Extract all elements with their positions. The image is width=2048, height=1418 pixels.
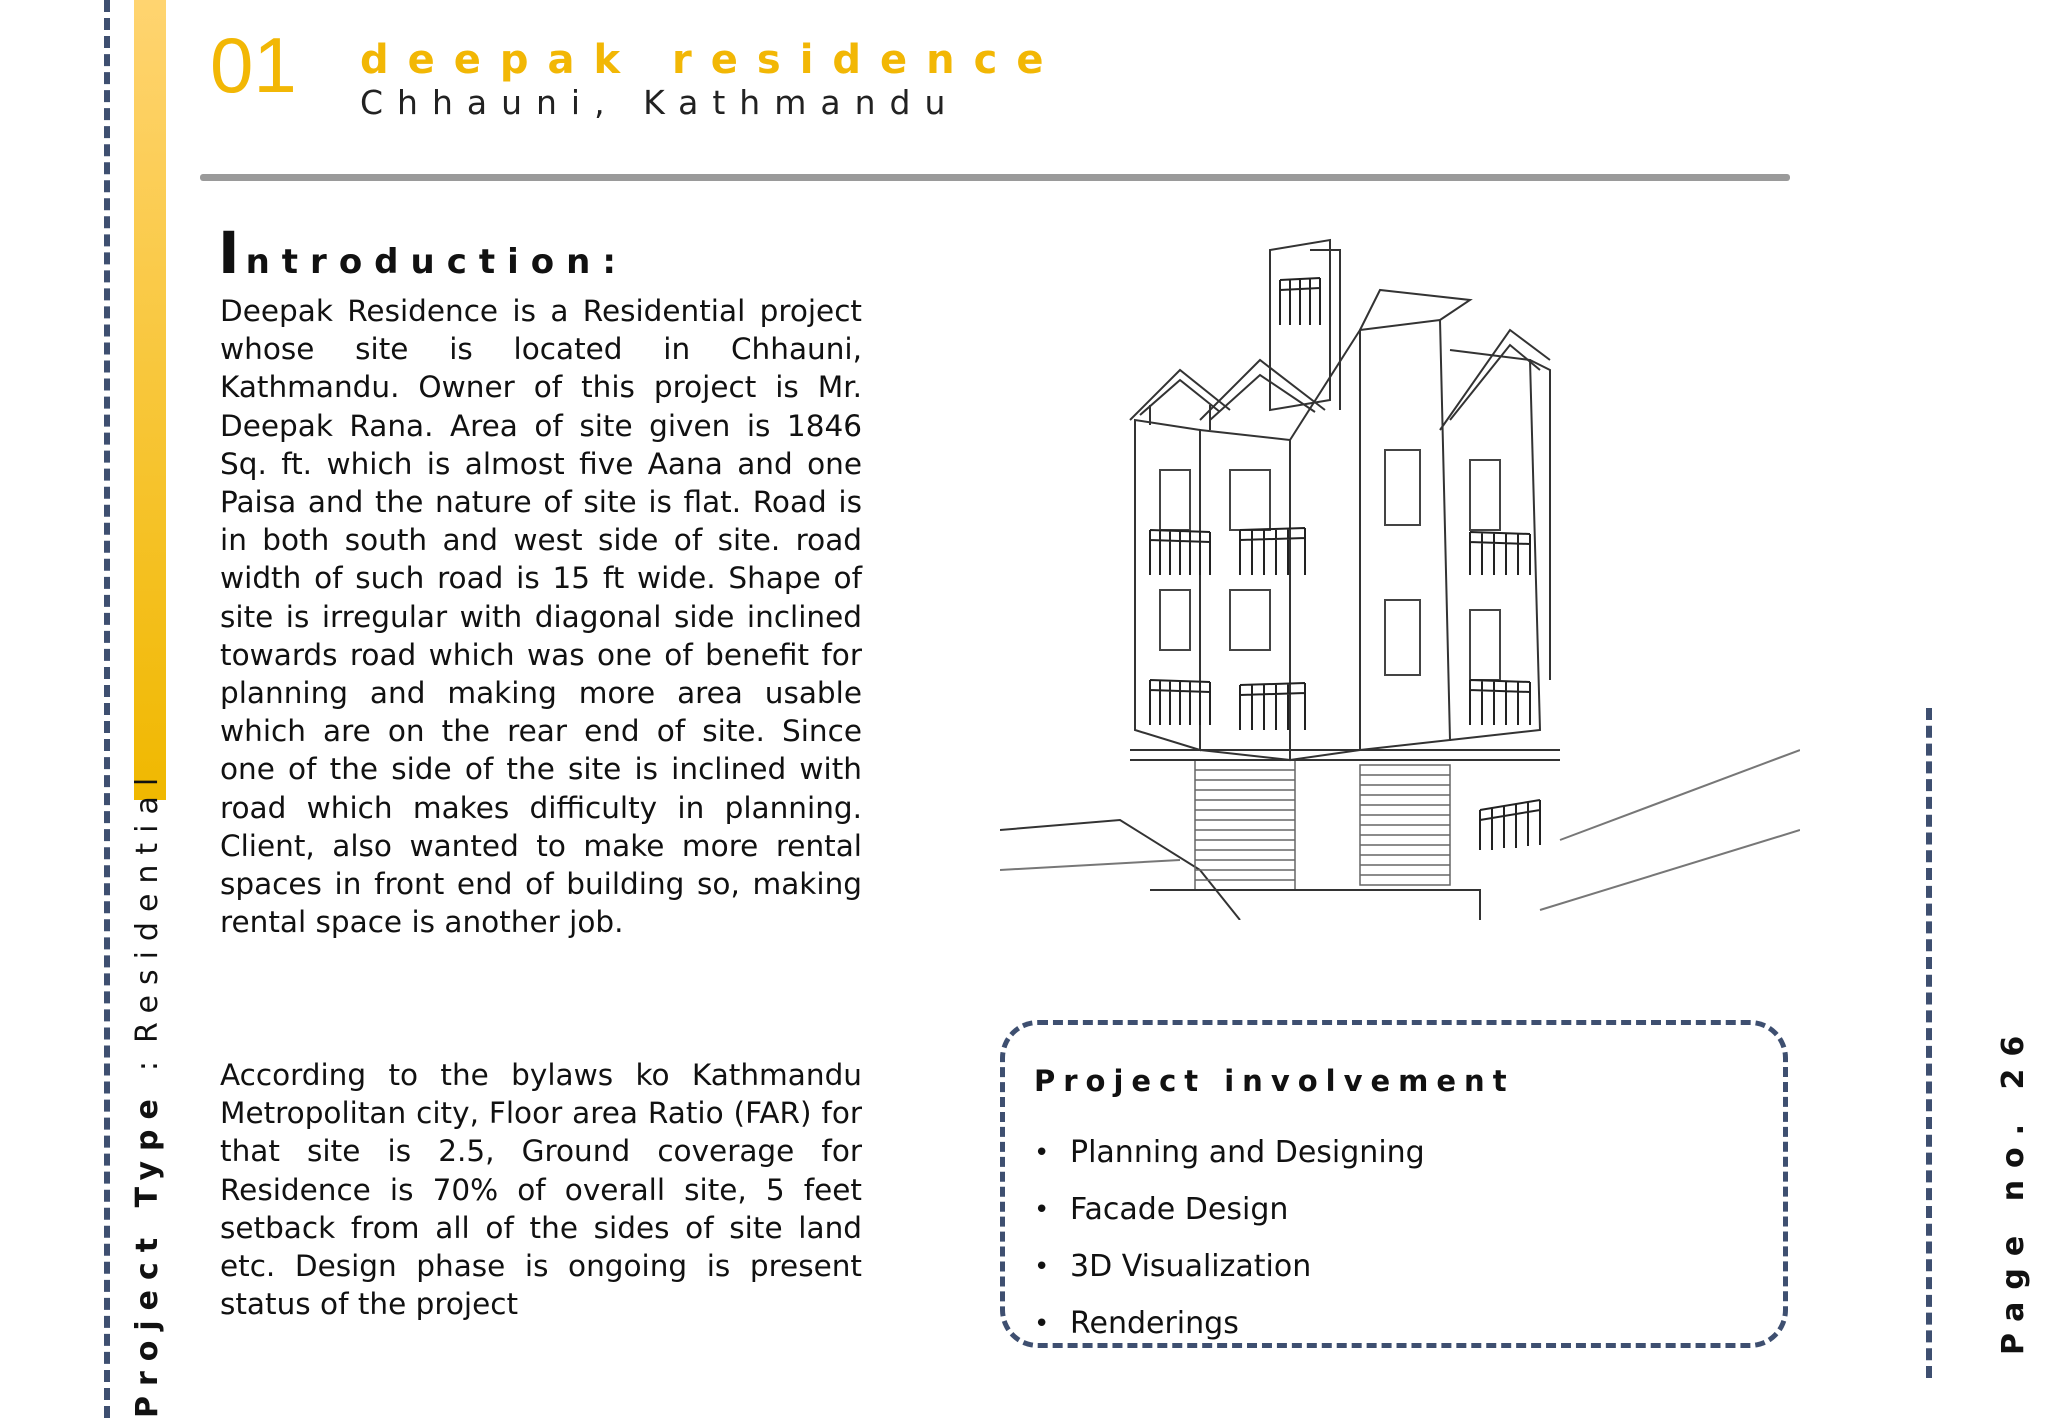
bullet-icon: •	[1034, 1251, 1050, 1282]
bullet-icon: •	[1034, 1137, 1050, 1168]
right-dashed-border	[1926, 708, 1932, 1378]
project-type-separator: :	[130, 1051, 165, 1072]
header-divider	[200, 174, 1790, 181]
list-item-label: Facade Design	[1070, 1192, 1289, 1227]
list-item	[1034, 1124, 1425, 1181]
list-item-label: Planning and Designing	[1070, 1135, 1425, 1170]
involvement-list	[1034, 1124, 1425, 1352]
project-number: 01	[210, 21, 297, 109]
bullet-icon: •	[1034, 1308, 1050, 1339]
heading-initial: I	[218, 219, 246, 287]
building-sketch	[1000, 230, 1800, 920]
heading-rest: ntroduction:	[245, 242, 628, 282]
accent-bar	[134, 0, 166, 800]
page-number: Page no. 26	[1996, 1023, 2031, 1355]
project-type-label	[130, 768, 165, 1418]
list-item	[1034, 1295, 1425, 1352]
introduction-heading	[218, 219, 628, 287]
project-title: deepak residence	[360, 37, 1063, 83]
left-dashed-border	[104, 0, 110, 1418]
list-item-label: Renderings	[1070, 1306, 1239, 1341]
list-item	[1034, 1181, 1425, 1238]
bylaws-paragraph: According to the bylaws ko Kathmandu Metropolitan city, Floor area Ratio (FAR) for that site is 2.5, Ground coverage for Residence is 70% of overall site, 5 feet setback from all of the sides of site land etc. Design phase is ongoing is present status of the project	[220, 1058, 862, 1322]
introduction-paragraph: Deepak Residence is a Residential project whose site is located in Chhauni, Kathmandu. Owner of this project is Mr. Deepak Rana. Area of site given is 1846 Sq. ft. which is almost five Aana and one Paisa and the nature of site is flat. Road is in both south and west side of site. road width of such road is 15 ft wide. Shape of site is irregular with diagonal side inclined towards road which was one of benefit for planning and making more area usable which are on the rear end of site. Since one of the side of the site is inclined with road which makes difficulty in planning. Client, also wanted to make more rental spaces in front end of building so, making rental space is another job.	[220, 294, 862, 940]
project-type-value: Residential	[130, 767, 165, 1044]
bullet-icon: •	[1034, 1194, 1050, 1225]
project-type-key: Project Type	[130, 1089, 165, 1418]
list-item	[1034, 1238, 1425, 1295]
involvement-title: Project involvement	[1034, 1064, 1515, 1098]
project-location: Chhauni, Kathmandu	[360, 83, 960, 122]
list-item-label: 3D Visualization	[1070, 1249, 1312, 1284]
